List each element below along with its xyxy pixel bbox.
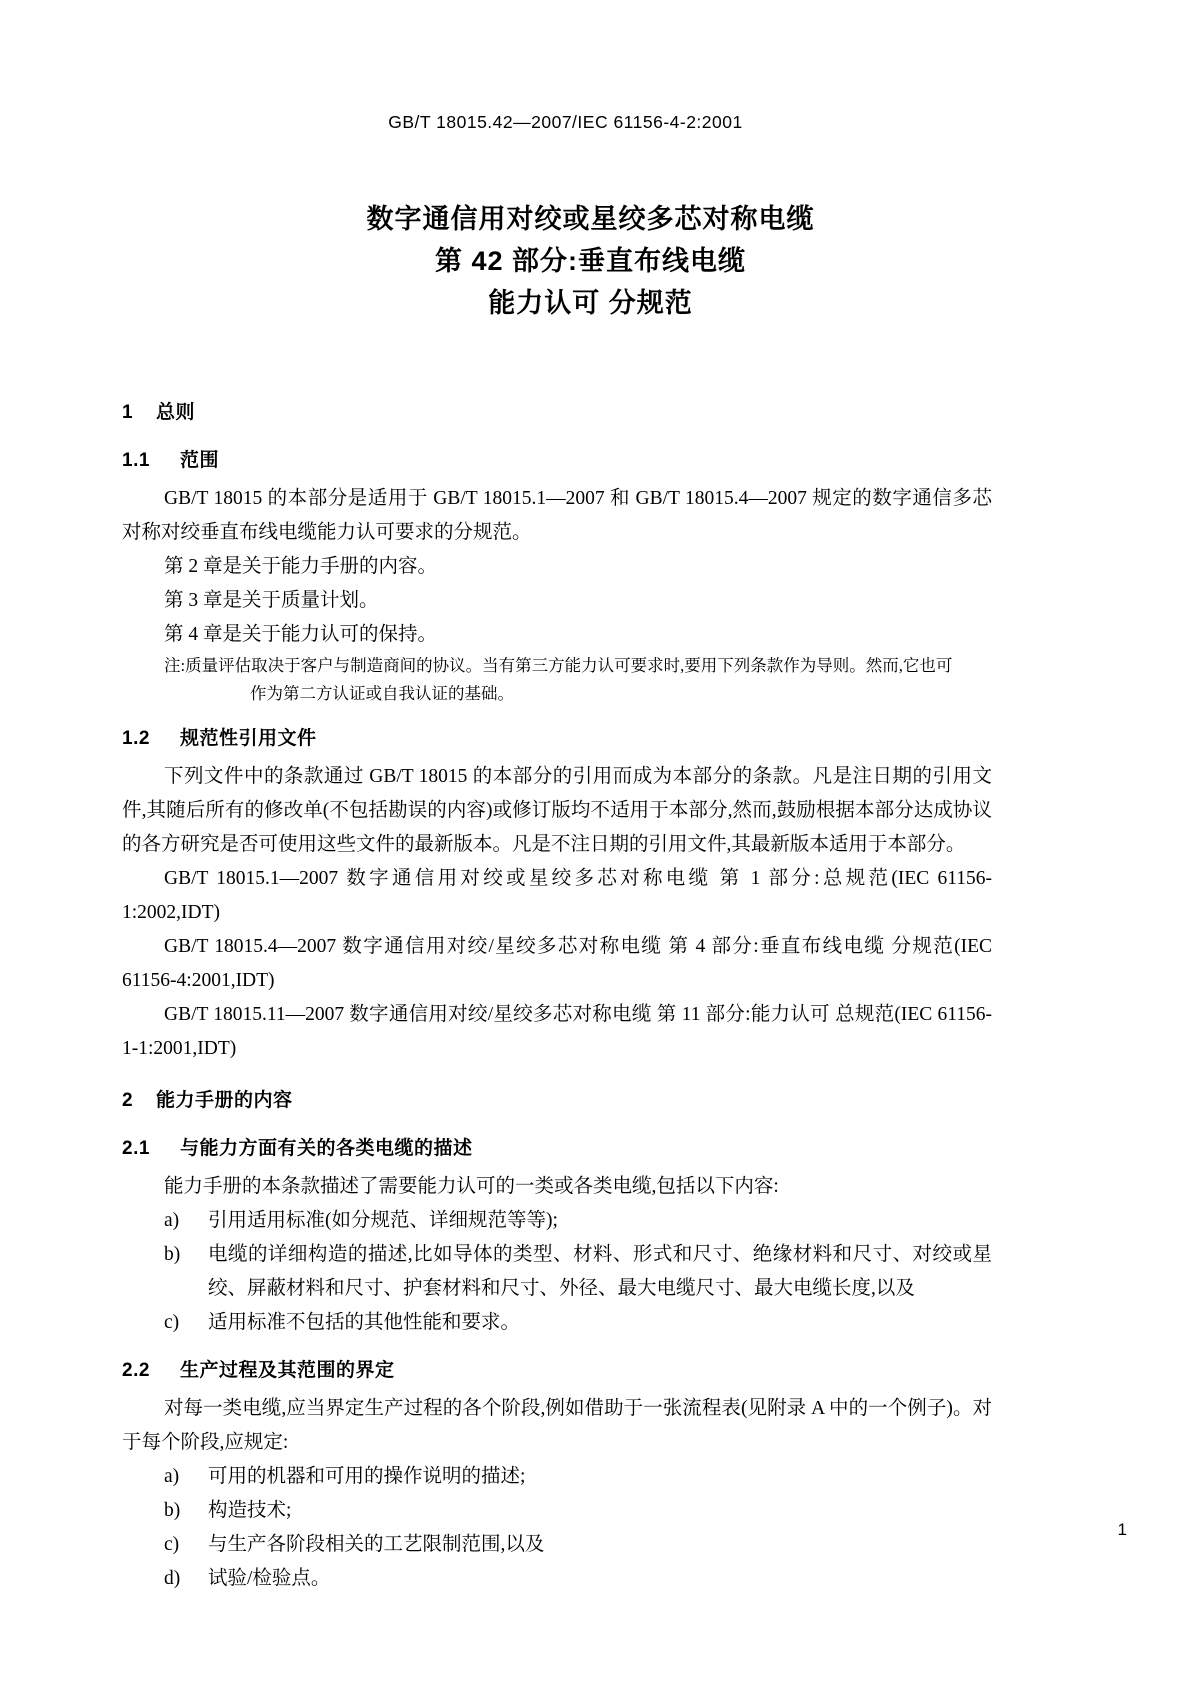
heading-2-2-label: 生产过程及其范围的界定 xyxy=(180,1360,395,1381)
reference-item-1: GB/T 18015.1—2007 数字通信用对绞或星绞多芯对称电缆 第 1 部分:总规范(IEC 61156-1:2002,IDT) xyxy=(122,868,992,923)
list-marker: b) xyxy=(164,1500,181,1521)
paragraph-scope-3: 第 3 章是关于质量计划。 xyxy=(164,590,379,611)
document-title xyxy=(0,198,1191,324)
list-item xyxy=(122,1204,992,1238)
document-body xyxy=(122,378,992,1596)
note-text: 注:质量评估取决于客户与制造商间的协议。当有第三方能力认可要求时,要用下列条款作为导则。然而,它也可 xyxy=(164,656,953,675)
list-marker: a) xyxy=(164,1210,180,1231)
title-line-3: 能力认可 分规范 xyxy=(488,288,693,318)
list-text: 试验/检验点。 xyxy=(208,1568,331,1589)
note-scope xyxy=(122,652,992,708)
heading-1-label: 总则 xyxy=(156,402,196,423)
list-item xyxy=(122,1562,992,1596)
list-text: 可用的机器和可用的操作说明的描述; xyxy=(208,1466,526,1487)
heading-2-number: 2 xyxy=(122,1090,134,1111)
list-item xyxy=(122,1460,992,1494)
list-marker: b) xyxy=(164,1244,181,1265)
heading-2-capability-manual xyxy=(122,1084,992,1118)
reference-item-2: GB/T 18015.4—2007 数字通信用对绞/星绞多芯对称电缆 第 4 部分:垂直布线电缆 分规范(IEC 61156-4:2001,IDT) xyxy=(122,936,992,991)
paragraph-scope-4: 第 4 章是关于能力认可的保持。 xyxy=(164,624,438,645)
heading-2-2-production-process xyxy=(122,1354,992,1388)
heading-2-2-number: 2.2 xyxy=(122,1360,150,1381)
heading-2-1-number: 2.1 xyxy=(122,1138,150,1159)
heading-1-1-scope xyxy=(122,444,992,478)
paragraph-2-2-intro: 对每一类电缆,应当界定生产过程的各个阶段,例如借助于一张流程表(见附录 A 中的一个例子)。对于每个阶段,应规定: xyxy=(122,1398,992,1453)
heading-2-label: 能力手册的内容 xyxy=(156,1090,293,1111)
paragraph-2-1-intro: 能力手册的本条款描述了需要能力认可的一类或各类电缆,包括以下内容: xyxy=(164,1176,779,1197)
list-item xyxy=(122,1238,992,1306)
page-header: GB/T 18015.42—2007/IEC 61156-4-2:2001 xyxy=(388,112,743,132)
title-line-2: 第 42 部分:垂直布线电缆 xyxy=(434,246,747,276)
list-item xyxy=(122,1494,992,1528)
heading-1-number: 1 xyxy=(122,402,134,423)
list-text: 与生产各阶段相关的工艺限制范围,以及 xyxy=(208,1534,545,1555)
heading-1-1-number: 1.1 xyxy=(122,450,150,471)
heading-1-general xyxy=(122,396,992,430)
list-text: 构造技术; xyxy=(208,1500,292,1521)
page-number: 1 xyxy=(1117,1520,1127,1539)
list-text: 电缆的详细构造的描述,比如导体的类型、材料、形式和尺寸、绝缘材料和尺寸、对绞或星绞、屏蔽材料和尺寸、护套材料和尺寸、外径、最大电缆尺寸、最大电缆长度,以及 xyxy=(208,1244,992,1299)
heading-2-1-cable-description xyxy=(122,1132,992,1166)
list-item xyxy=(122,1528,992,1562)
heading-2-1-label: 与能力方面有关的各类电缆的描述 xyxy=(180,1138,473,1159)
list-marker: d) xyxy=(164,1568,181,1589)
list-marker: a) xyxy=(164,1466,180,1487)
paragraph-scope-1: GB/T 18015 的本部分是适用于 GB/T 18015.1—2007 和 GB/T 18015.4—2007 规定的数字通信多芯对称对绞垂直布线电缆能力认可要求的分规范。 xyxy=(122,488,992,543)
heading-1-1-label: 范围 xyxy=(180,450,220,471)
heading-1-2-label: 规范性引用文件 xyxy=(180,728,317,749)
list-marker: c) xyxy=(164,1534,180,1555)
list-text: 适用标准不包括的其他性能和要求。 xyxy=(208,1312,521,1333)
paragraph-references-intro: 下列文件中的条款通过 GB/T 18015 的本部分的引用而成为本部分的条款。凡是注日期的引用文件,其随后所有的修改单(不包括勘误的内容)或修订版均不适用于本部分,然而,鼓励根据本部分达成协议的各方研究是否可使用这些文件的最新版本。凡是不注日期的引用文件,其最新版本适用于本部分。 xyxy=(122,766,992,855)
reference-item-3: GB/T 18015.11—2007 数字通信用对绞/星绞多芯对称电缆 第 11 部分:能力认可 总规范(IEC 61156-1-1:2001,IDT) xyxy=(122,1004,992,1059)
title-line-1: 数字通信用对绞或星绞多芯对称电缆 xyxy=(366,204,815,234)
heading-1-2-normative-references xyxy=(122,722,992,756)
note-text-continued: 作为第二方认证或自我认证的基础。 xyxy=(250,684,514,703)
paragraph-scope-2: 第 2 章是关于能力手册的内容。 xyxy=(164,556,438,577)
heading-1-2-number: 1.2 xyxy=(122,728,150,749)
list-marker: c) xyxy=(164,1312,180,1333)
list-text: 引用适用标准(如分规范、详细规范等等); xyxy=(208,1210,558,1231)
list-item xyxy=(122,1306,992,1340)
